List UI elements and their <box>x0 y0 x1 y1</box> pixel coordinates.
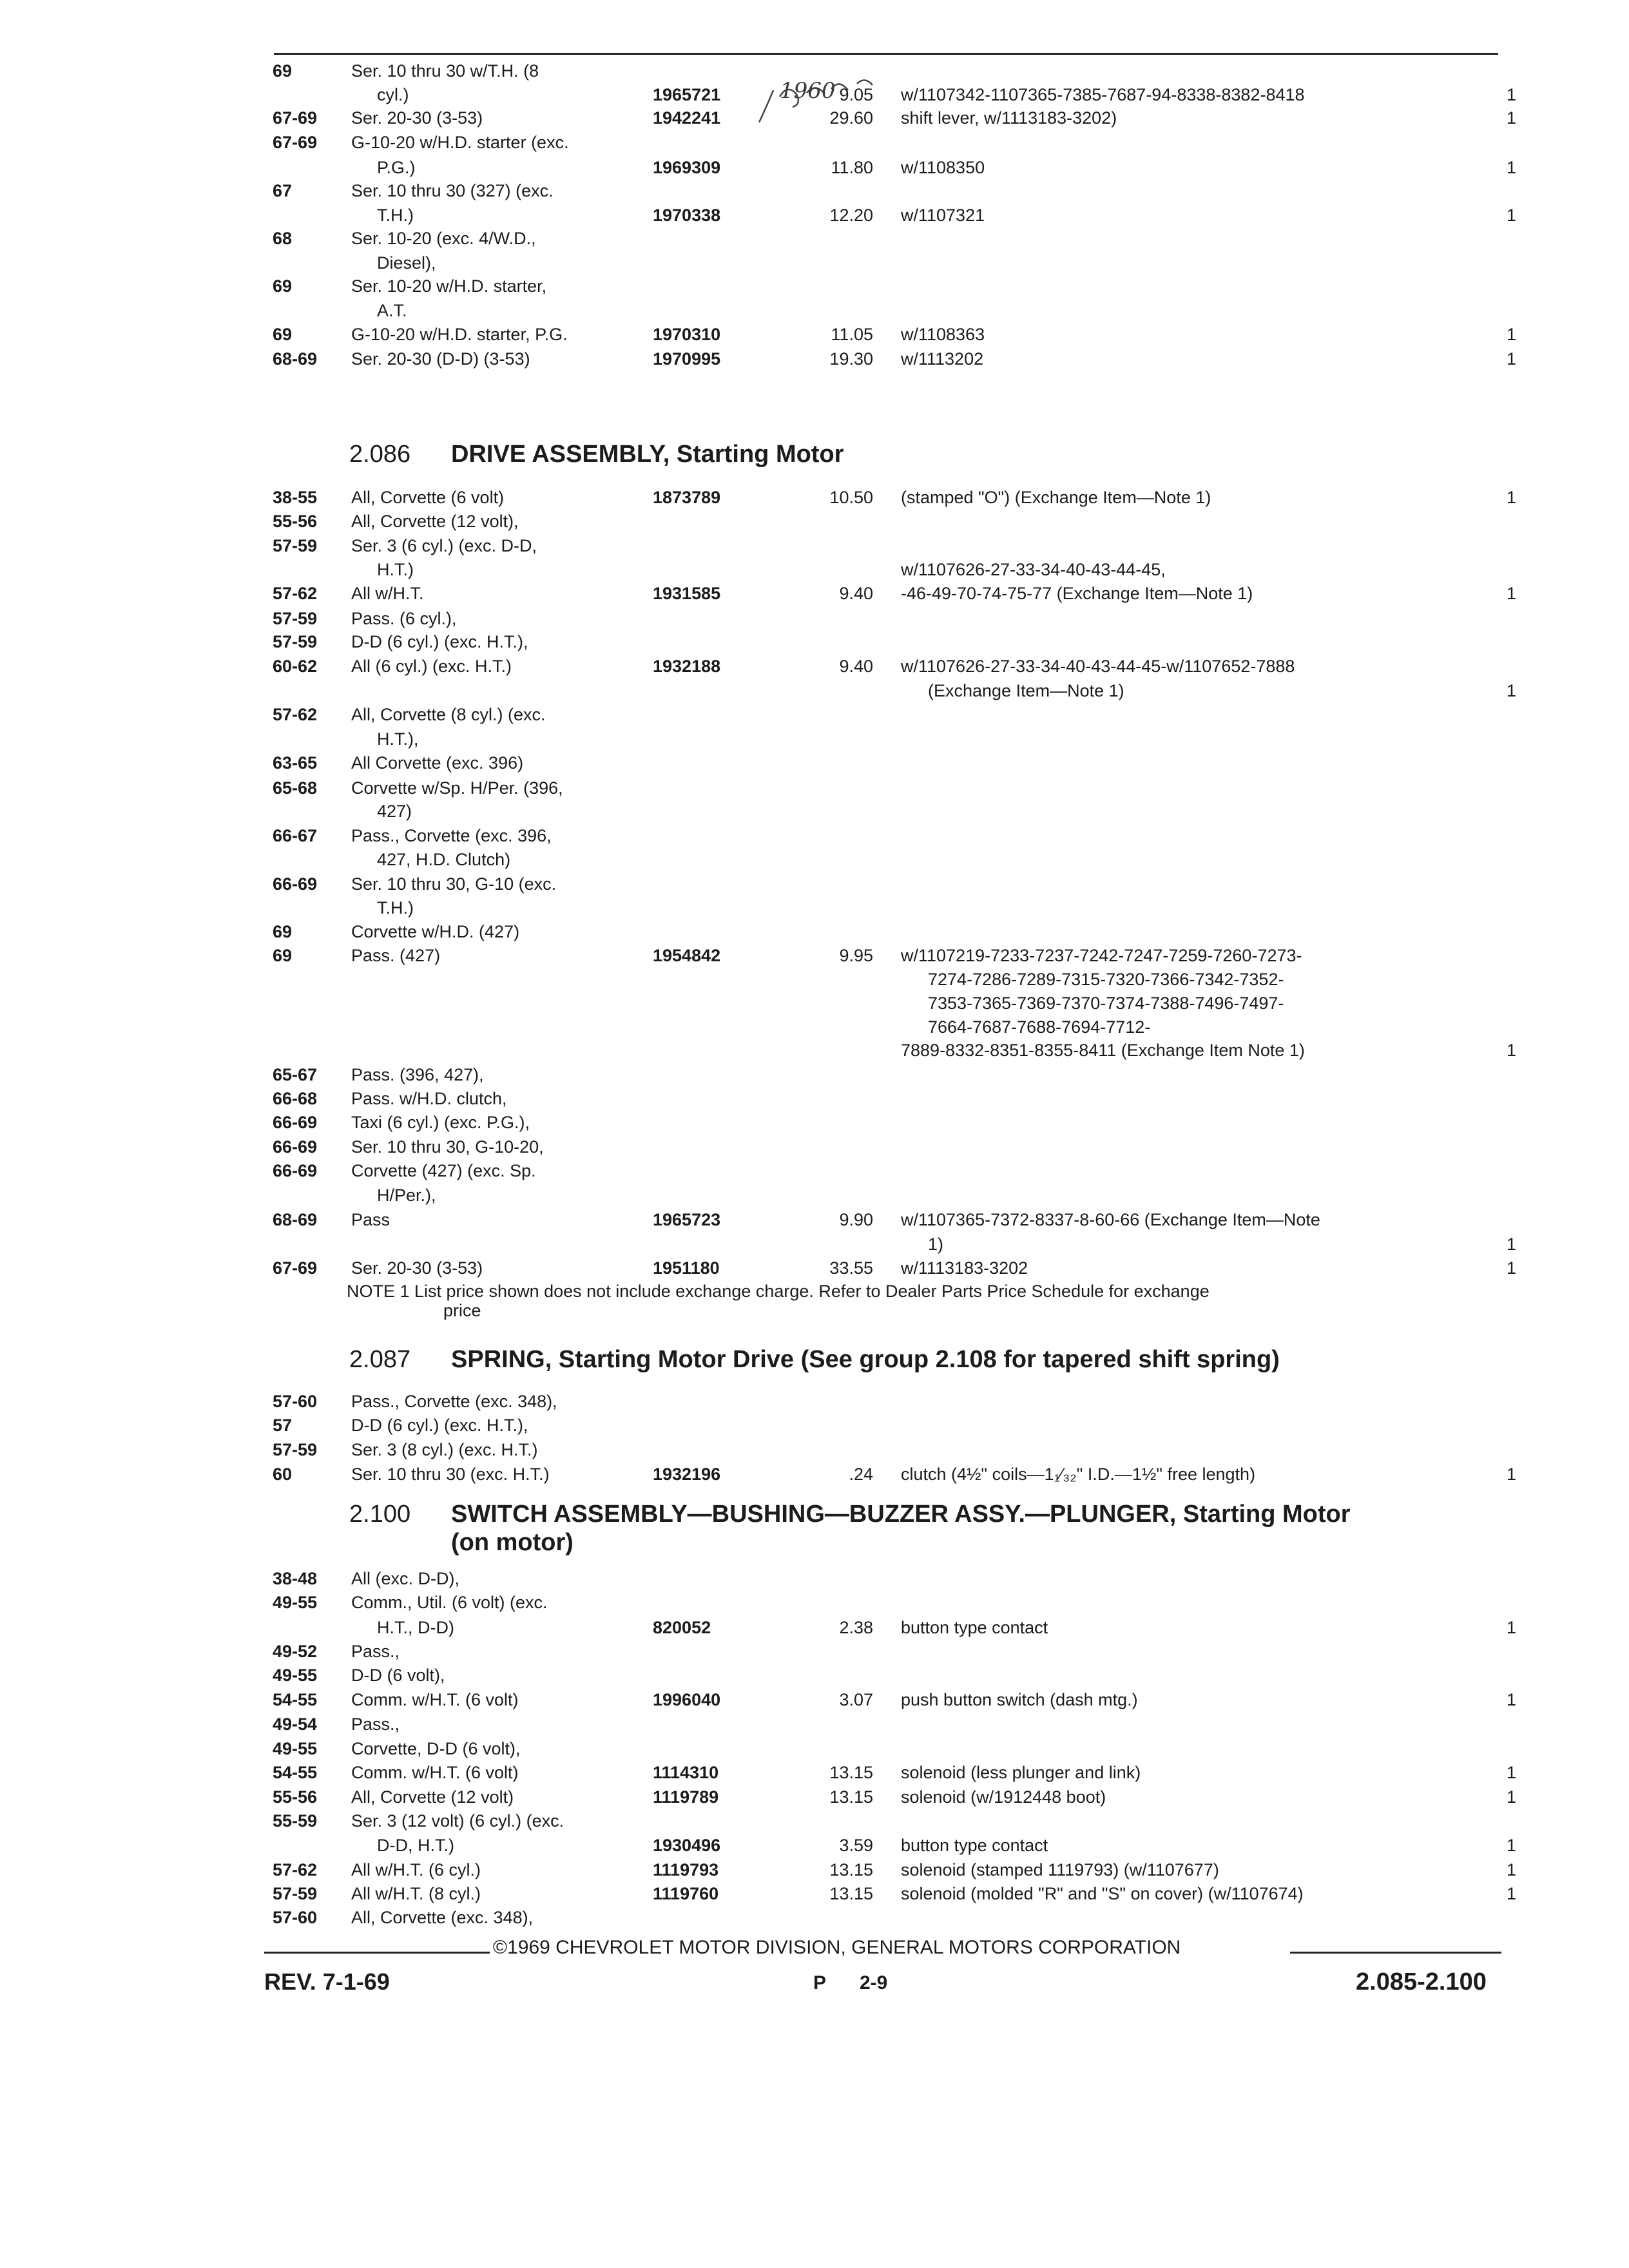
quantity: 1 <box>1507 1884 1517 1903</box>
table-row <box>0 1832 1629 1858</box>
table-row <box>0 273 1629 299</box>
list-price: 9.40 <box>839 657 873 676</box>
application-description: Ser. 20-30 (D-D) (3-53) <box>351 349 530 369</box>
model-year: 63-65 <box>273 753 318 773</box>
application-description: All, Corvette (8 cyl.) (exc. <box>351 705 546 724</box>
table-row <box>0 1639 1629 1664</box>
table-row <box>0 1784 1629 1810</box>
application-description: Corvette w/H.D. (427) <box>351 922 520 941</box>
group-range: 2.085-2.100 <box>1356 1968 1487 1995</box>
application-description: Ser. 10-20 w/H.D. starter, <box>351 276 547 296</box>
application-description: Comm., Util. (6 volt) (exc. <box>351 1593 548 1612</box>
application-description: D-D (6 cyl.) (exc. H.T.), <box>351 632 528 651</box>
table-row <box>0 629 1629 655</box>
model-year: 38-55 <box>273 488 318 507</box>
model-year: 38-48 <box>273 1569 318 1588</box>
model-year: 66-69 <box>273 1137 318 1157</box>
remarks: solenoid (less plunger and link) <box>901 1763 1141 1782</box>
table-row <box>0 508 1629 534</box>
table-row <box>0 1590 1629 1615</box>
model-year: 66-69 <box>273 1113 318 1132</box>
application-description: D-D (6 cyl.) (exc. H.T.), <box>351 1416 528 1435</box>
page-letter: P <box>813 1972 827 1994</box>
table-row <box>0 943 1629 968</box>
model-year: 66-67 <box>273 826 318 845</box>
part-number: 1970338 <box>653 206 721 225</box>
table-row <box>0 533 1629 559</box>
application-description: H.T.), <box>377 729 419 749</box>
application-description: Ser. 3 (6 cyl.) (exc. D-D, <box>351 536 537 555</box>
quantity: 1 <box>1507 1041 1517 1060</box>
application-description: 427) <box>377 802 412 821</box>
section-title: DRIVE ASSEMBLY, Starting Motor <box>451 441 844 468</box>
application-description: Pass., Corvette (exc. 396, <box>351 826 552 845</box>
remarks: w/1108363 <box>901 325 985 344</box>
section-heading <box>349 440 843 468</box>
table-row <box>0 557 1629 582</box>
model-year: 49-55 <box>273 1666 318 1685</box>
application-description: T.H.) <box>377 206 414 225</box>
list-price: 11.05 <box>831 325 873 344</box>
part-number: 1942241 <box>653 108 721 128</box>
part-number: 1965721 <box>653 85 721 104</box>
remarks: 7274-7286-7289-7315-7320-7366-7342-7352- <box>928 970 1284 989</box>
table-row <box>0 678 1629 704</box>
quantity: 1 <box>1507 1860 1517 1879</box>
remarks: solenoid (w/1912448 boot) <box>901 1787 1106 1807</box>
remarks: (stamped "O") (Exchange Item—Note 1) <box>901 488 1211 507</box>
quantity: 1 <box>1507 1235 1517 1254</box>
remarks: w/1113183-3202 <box>901 1258 1028 1278</box>
model-year: 68-69 <box>273 1210 318 1229</box>
application-description: Comm. w/H.T. (6 volt) <box>351 1690 519 1709</box>
model-year: 67-69 <box>273 1258 318 1278</box>
table-row <box>0 58 1629 84</box>
list-price: 9.90 <box>839 1210 873 1229</box>
table-row <box>0 606 1629 631</box>
application-description: P.G.) <box>377 158 416 177</box>
table-row <box>0 1412 1629 1438</box>
application-description: Pass., <box>351 1715 400 1734</box>
part-number: 1114310 <box>653 1763 719 1782</box>
model-year: 55-56 <box>273 512 318 531</box>
application-description: G-10-20 w/H.D. starter (exc. <box>351 133 569 152</box>
quantity: 1 <box>1507 1258 1517 1278</box>
application-description: Ser. 10 thru 30, G-10 (exc. <box>351 874 557 894</box>
remarks: button type contact <box>901 1836 1048 1855</box>
table-row <box>0 1808 1629 1834</box>
section-number: 2.100 <box>349 1501 411 1528</box>
remarks: w/1107219-7233-7237-7242-7247-7259-7260-7273- <box>901 946 1302 965</box>
table-row <box>0 990 1629 1016</box>
table-row <box>0 105 1629 131</box>
part-number: 820052 <box>653 1618 711 1637</box>
model-year: 57-59 <box>273 1440 318 1459</box>
list-price: 11.80 <box>831 158 873 177</box>
part-number: 1119760 <box>653 1884 719 1903</box>
table-row <box>0 1437 1629 1463</box>
table-row <box>0 1182 1629 1208</box>
table-row <box>0 1037 1629 1063</box>
table-row <box>0 847 1629 872</box>
table-row <box>0 1736 1629 1762</box>
application-description: Corvette (427) (exc. Sp. <box>351 1161 536 1180</box>
model-year: 68-69 <box>273 349 318 369</box>
remarks: w/1107626-27-33-34-40-43-44-45, <box>901 560 1166 579</box>
page-number: 2-9 <box>860 1972 888 1994</box>
remarks: -46-49-70-74-75-77 (Exchange Item—Note 1) <box>901 584 1253 603</box>
application-description: Pass., <box>351 1642 400 1661</box>
list-price: 3.07 <box>839 1690 873 1709</box>
model-year: 66-69 <box>273 1161 318 1180</box>
table-row <box>0 871 1629 897</box>
table-row <box>0 226 1629 251</box>
table-row <box>0 1062 1629 1088</box>
model-year: 57-62 <box>273 705 318 724</box>
table-row <box>0 1711 1629 1737</box>
list-price: 3.59 <box>839 1836 873 1855</box>
table-row <box>0 581 1629 606</box>
application-description: D-D (6 volt), <box>351 1666 445 1685</box>
table-row <box>0 485 1629 510</box>
application-description: Corvette, D-D (6 volt), <box>351 1739 521 1758</box>
application-description: Ser. 10 thru 30 (327) (exc. <box>351 181 554 200</box>
model-year: 69 <box>273 325 293 344</box>
quantity: 1 <box>1507 158 1517 177</box>
table-row <box>0 1905 1629 1930</box>
model-year: 49-54 <box>273 1715 318 1734</box>
revision-label: REV. 7-1-69 <box>264 1968 390 1995</box>
table-row <box>0 82 1629 108</box>
model-year: 67-69 <box>273 108 318 128</box>
application-description: T.H.) <box>377 898 414 918</box>
table-row <box>0 346 1629 372</box>
copyright-line <box>264 1935 1501 1961</box>
quantity: 1 <box>1507 1465 1517 1484</box>
table-row <box>0 250 1629 276</box>
section-number: 2.087 <box>349 1346 411 1373</box>
part-number: 1951180 <box>653 1258 720 1278</box>
application-description: All (exc. D-D), <box>351 1569 459 1588</box>
part-number: 1873789 <box>653 488 721 507</box>
list-price: 10.50 <box>829 488 873 507</box>
application-description: cyl.) <box>377 85 409 104</box>
application-description: Taxi (6 cyl.) (exc. P.G.), <box>351 1113 530 1132</box>
remarks: push button switch (dash mtg.) <box>901 1690 1138 1709</box>
part-number: 1932188 <box>653 657 721 676</box>
model-year: 69 <box>273 61 293 81</box>
quantity: 1 <box>1507 1618 1517 1637</box>
model-year: 57-60 <box>273 1392 318 1411</box>
model-year: 67-69 <box>273 133 318 152</box>
table-row <box>0 130 1629 155</box>
section-title-continued: (on motor) <box>451 1529 574 1556</box>
part-number: 1954842 <box>653 946 721 965</box>
footnote-line: NOTE 1 List price shown does not include exchange charge. Refer to Dealer Parts Price Schedule for exchange <box>347 1282 1210 1301</box>
part-number: 1970310 <box>653 325 721 344</box>
model-year: 60-62 <box>273 657 318 676</box>
table-row <box>0 798 1629 824</box>
table-row <box>0 1857 1629 1883</box>
table-row <box>0 1881 1629 1907</box>
model-year: 67 <box>273 181 293 200</box>
table-row <box>0 1461 1629 1487</box>
quantity: 1 <box>1507 584 1517 603</box>
model-year: 57-60 <box>273 1908 318 1927</box>
model-year: 60 <box>273 1465 293 1484</box>
table-row <box>0 298 1629 323</box>
section-title: SWITCH ASSEMBLY—BUSHING—BUZZER ASSY.—PLUNGER, Starting Motor <box>451 1501 1351 1528</box>
part-number: 1932196 <box>653 1465 721 1484</box>
application-description: All Corvette (exc. 396) <box>351 753 524 773</box>
model-year: 66-69 <box>273 874 318 894</box>
remarks: w/1108350 <box>901 158 985 177</box>
application-description: All w/H.T. (8 cyl.) <box>351 1884 481 1903</box>
application-description: D-D, H.T.) <box>377 1836 454 1855</box>
remarks: 7889-8332-8351-8355-8411 (Exchange Item Note 1) <box>901 1041 1305 1060</box>
copyright-text: ©1969 CHEVROLET MOTOR DIVISION, GENERAL MOTORS CORPORATION <box>493 1937 1181 1958</box>
application-description: Pass <box>351 1210 390 1229</box>
application-description: All w/H.T. (6 cyl.) <box>351 1860 481 1879</box>
table-row <box>0 1255 1629 1281</box>
table-row <box>0 1110 1629 1135</box>
table-row <box>0 202 1629 228</box>
quantity: 1 <box>1507 681 1517 700</box>
list-price: 9.95 <box>839 946 873 965</box>
top-rule <box>274 53 1498 55</box>
table-row <box>0 823 1629 849</box>
footnote-line: price <box>443 1301 481 1320</box>
application-description: All, Corvette (12 volt), <box>351 512 519 531</box>
model-year: 54-55 <box>273 1763 318 1782</box>
remarks: w/1107626-27-33-34-40-43-44-45-w/1107652-7888 <box>901 657 1295 676</box>
model-year: 69 <box>273 946 293 965</box>
model-year: 55-59 <box>273 1811 318 1831</box>
model-year: 54-55 <box>273 1690 318 1709</box>
part-number: 1119793 <box>653 1860 719 1879</box>
model-year: 68 <box>273 229 293 248</box>
list-price: 12.20 <box>829 206 873 225</box>
model-year: 69 <box>273 922 293 941</box>
application-description: 427, H.D. Clutch) <box>377 850 511 869</box>
quantity: 1 <box>1507 1690 1517 1709</box>
section-heading <box>349 1345 1280 1374</box>
quantity: 1 <box>1507 1836 1517 1855</box>
application-description: Ser. 10 thru 30 w/T.H. (8 <box>351 61 539 81</box>
remarks: 7664-7687-7688-7694-7712- <box>928 1017 1151 1037</box>
application-description: Ser. 10 thru 30, G-10-20, <box>351 1137 544 1157</box>
application-description: Ser. 20-30 (3-53) <box>351 1258 483 1278</box>
remarks: button type contact <box>901 1618 1048 1637</box>
table-row <box>0 1662 1629 1688</box>
table-row <box>0 775 1629 801</box>
section-title: SPRING, Starting Motor Drive (See group 2.108 for tapered shift spring) <box>451 1346 1280 1373</box>
model-year: 57-62 <box>273 1860 318 1879</box>
quantity: 1 <box>1507 488 1517 507</box>
quantity: 1 <box>1507 108 1517 128</box>
list-price: 13.15 <box>829 1884 873 1903</box>
application-description: All w/H.T. <box>351 584 424 603</box>
model-year: 57-59 <box>273 632 318 651</box>
section-number: 2.086 <box>349 441 411 468</box>
table-row <box>0 966 1629 992</box>
model-year: 49-52 <box>273 1642 318 1661</box>
application-description: Ser. 20-30 (3-53) <box>351 108 483 128</box>
quantity: 1 <box>1507 1763 1517 1782</box>
model-year: 65-67 <box>273 1065 318 1084</box>
application-description: Corvette w/Sp. H/Per. (396, <box>351 778 563 798</box>
application-description: Ser. 10-20 (exc. 4/W.D., <box>351 229 536 248</box>
remarks: w/1107321 <box>901 206 985 225</box>
application-description: H/Per.), <box>377 1186 436 1205</box>
application-description: G-10-20 w/H.D. starter, P.G. <box>351 325 568 344</box>
application-description: Ser. 3 (12 volt) (6 cyl.) (exc. <box>351 1811 564 1831</box>
application-description: Pass. (396, 427), <box>351 1065 484 1084</box>
remarks: w/1107365-7372-8337-8-60-66 (Exchange Item—Note <box>901 1210 1320 1229</box>
model-year: 57-62 <box>273 584 318 603</box>
remarks: w/1113202 <box>901 349 984 369</box>
part-number: 1930496 <box>653 1836 721 1855</box>
application-description: H.T.) <box>377 560 414 579</box>
remarks: (Exchange Item—Note 1) <box>928 681 1124 700</box>
list-price: .24 <box>849 1465 873 1484</box>
application-description: H.T., D-D) <box>377 1618 454 1637</box>
application-description: All, Corvette (12 volt) <box>351 1787 514 1807</box>
application-description: All, Corvette (exc. 348), <box>351 1908 534 1927</box>
remarks: 1) <box>928 1235 944 1254</box>
model-year: 55-56 <box>273 1787 318 1807</box>
part-number: 1996040 <box>653 1690 721 1709</box>
table-row <box>0 1207 1629 1233</box>
table-row <box>0 750 1629 776</box>
application-description: Ser. 3 (8 cyl.) (exc. H.T.) <box>351 1440 538 1459</box>
table-row <box>0 919 1629 945</box>
quantity: 1 <box>1507 349 1517 369</box>
remarks: solenoid (molded "R" and "S" on cover) (w/1107674) <box>901 1884 1304 1903</box>
table-row <box>0 1389 1629 1414</box>
list-price: 13.15 <box>829 1787 873 1807</box>
application-description: All (6 cyl.) (exc. H.T.) <box>351 657 512 676</box>
model-year: 49-55 <box>273 1593 318 1612</box>
table-row <box>0 1760 1629 1785</box>
application-description: Pass. (6 cyl.), <box>351 609 457 628</box>
application-description: All, Corvette (6 volt) <box>351 488 505 507</box>
model-year: 57 <box>273 1416 293 1435</box>
list-price: 19.30 <box>829 349 873 369</box>
table-row <box>0 653 1629 679</box>
table-row <box>0 702 1629 727</box>
table-row <box>0 1014 1629 1040</box>
application-description: A.T. <box>377 301 407 320</box>
table-row <box>0 1231 1629 1257</box>
quantity: 1 <box>1507 1787 1517 1807</box>
list-price: 9.05 <box>839 85 873 104</box>
remarks: clutch (4½" coils—1₁⁄₃₂" I.D.—1½" free length) <box>901 1465 1256 1484</box>
part-number: 1931585 <box>653 584 721 603</box>
remarks: w/1107342-1107365-7385-7687-94-8338-8382-8418 <box>901 85 1305 104</box>
table-row <box>0 1134 1629 1160</box>
table-row <box>0 1158 1629 1184</box>
table-row <box>0 1687 1629 1713</box>
model-year: 57-59 <box>273 1884 318 1903</box>
part-number: 1969309 <box>653 158 721 177</box>
model-year: 57-59 <box>273 536 318 555</box>
handwritten-note: 1960 <box>780 78 836 104</box>
table-row <box>0 178 1629 204</box>
model-year: 49-55 <box>273 1739 318 1758</box>
table-row <box>0 155 1629 180</box>
list-price: 9.40 <box>839 584 873 603</box>
quantity: 1 <box>1507 325 1517 344</box>
quantity: 1 <box>1507 85 1517 104</box>
remarks: solenoid (stamped 1119793) (w/1107677) <box>901 1860 1219 1879</box>
model-year: 69 <box>273 276 293 296</box>
application-description: Comm. w/H.T. (6 volt) <box>351 1763 519 1782</box>
model-year: 65-68 <box>273 778 318 798</box>
table-row <box>0 1615 1629 1640</box>
application-description: Pass. w/H.D. clutch, <box>351 1089 507 1108</box>
table-row <box>0 895 1629 921</box>
model-year: 66-68 <box>273 1089 318 1108</box>
section-heading <box>349 1500 1351 1528</box>
list-price: 2.38 <box>839 1618 873 1637</box>
application-description: Ser. 10 thru 30 (exc. H.T.) <box>351 1465 550 1484</box>
list-price: 13.15 <box>829 1860 873 1879</box>
list-price: 13.15 <box>829 1763 873 1782</box>
part-number: 1119789 <box>653 1787 719 1807</box>
model-year: 57-59 <box>273 609 318 628</box>
remarks: 7353-7365-7369-7370-7374-7388-7496-7497- <box>928 994 1284 1013</box>
table-row <box>0 322 1629 347</box>
table-row <box>0 726 1629 752</box>
application-description: Diesel), <box>377 253 436 273</box>
remarks: shift lever, w/1113183-3202) <box>901 108 1117 128</box>
application-description: Pass. (427) <box>351 946 441 965</box>
list-price: 33.55 <box>829 1258 873 1278</box>
part-number: 1965723 <box>653 1210 721 1229</box>
application-description: Pass., Corvette (exc. 348), <box>351 1392 557 1411</box>
quantity: 1 <box>1507 206 1517 225</box>
list-price: 29.60 <box>829 108 873 128</box>
table-row <box>0 1566 1629 1591</box>
part-number: 1970995 <box>653 349 721 369</box>
table-row <box>0 1086 1629 1111</box>
